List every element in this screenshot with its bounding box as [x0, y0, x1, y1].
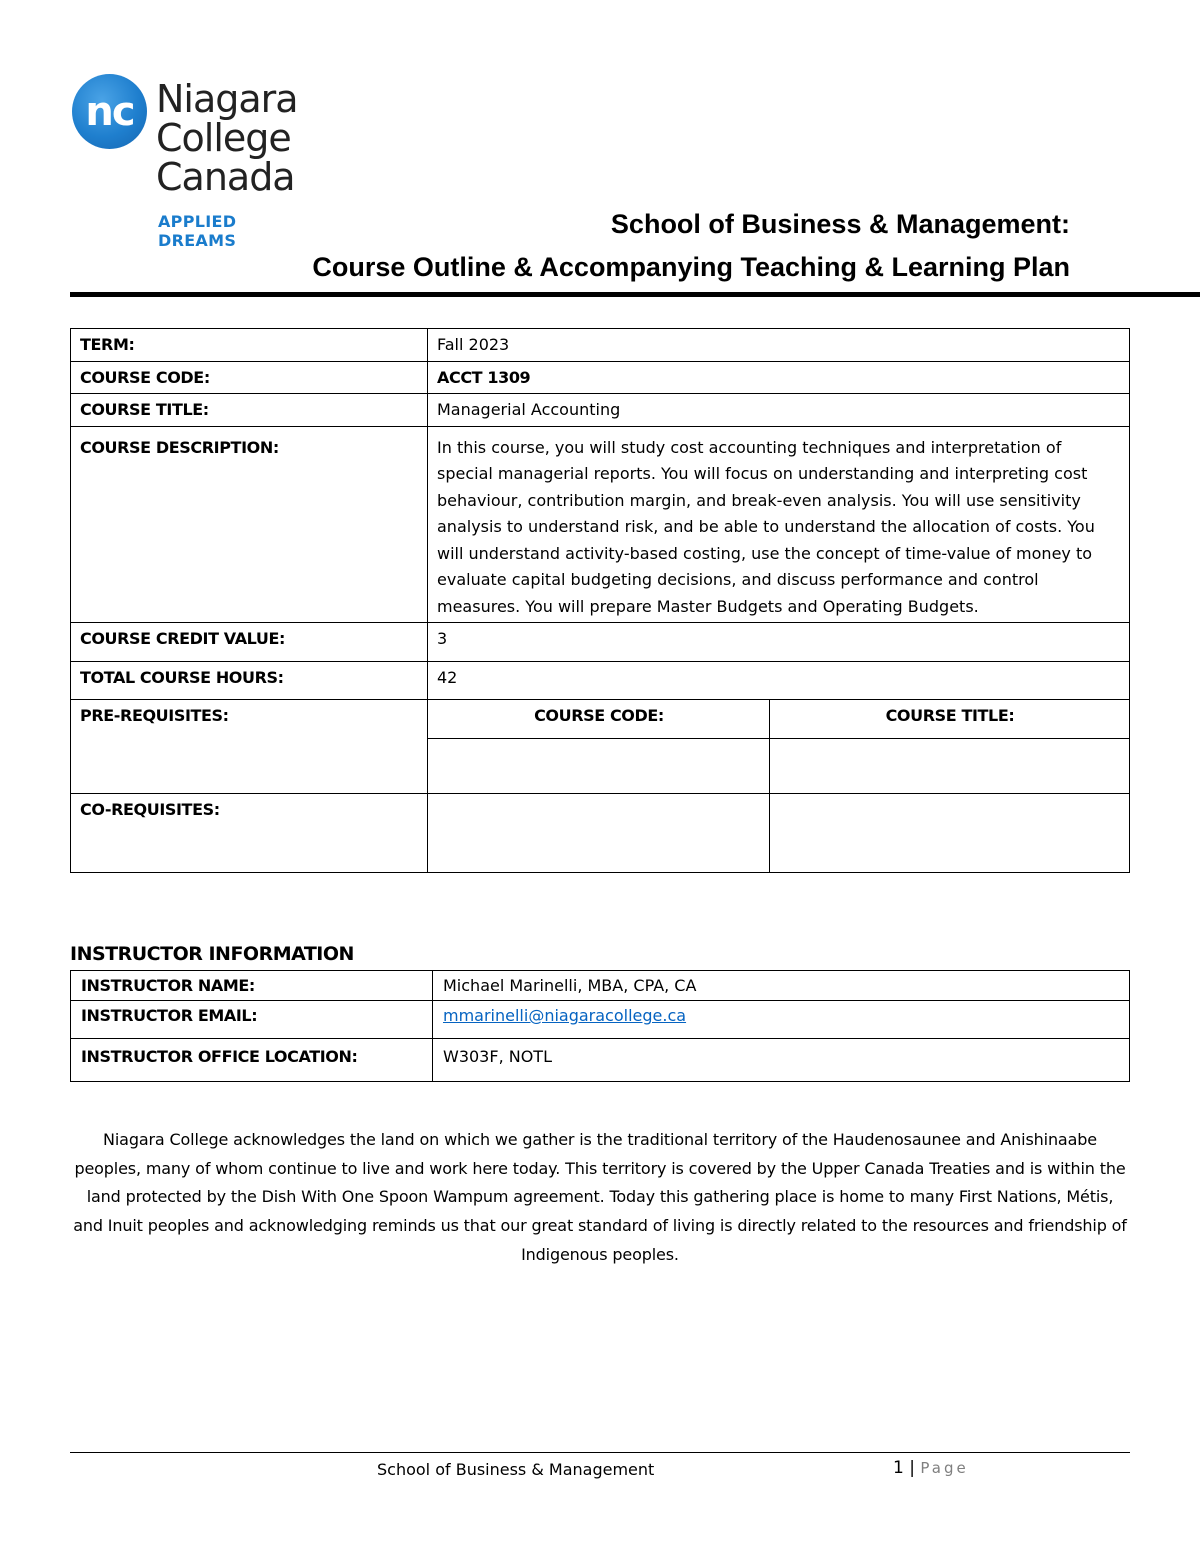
outline-title: Course Outline & Accompanying Teaching & Learning Plan: [312, 252, 1070, 282]
corequisites-label: CO-REQUISITES:: [71, 794, 428, 873]
table-row: [71, 971, 1130, 1001]
coreq-title-cell: [770, 794, 1130, 873]
course-code-label: COURSE CODE:: [71, 361, 428, 394]
table-row: [71, 700, 1130, 739]
land-acknowledgement: Niagara College acknowledges the land on which we gather is the traditional territory of the Haudenosaunee and Anishinaabe peoples, many of whom continue to live and work here today. This territory is covered by the Upper Canada Treaties and is within the land protected by the Dish With One Spoon Wampum agreement. Today this gathering place is home to many First Nations, Métis, and Inuit peoples and acknowledging reminds us that our great standard of living is directly related to the resources and friendship of Indigenous peoples.: [73, 1130, 1127, 1264]
instructor-info-heading: INSTRUCTOR INFORMATION: [70, 943, 354, 965]
logo-wordmark: [156, 77, 298, 199]
course-info-table: [70, 328, 1130, 873]
instructor-email-label: INSTRUCTOR EMAIL:: [71, 1001, 433, 1039]
footer-page-indicator: [893, 1458, 969, 1478]
term-label: TERM:: [71, 329, 428, 362]
table-row: [71, 1001, 1130, 1039]
table-row: [71, 794, 1130, 873]
course-description-value: In this course, you will study cost accounting techniques and interpretation of special managerial reports. You will focus on understanding and interpreting cost behaviour, contribution margin, and break-even analysis. You will use sensitivity analysis to understand risk, and be able to understand the allocation of costs. You will understand activity-based costing, use the concept of time-value of money to evaluate capital budgeting decisions, and discuss performance and control measures. You will prepare Master Budgets and Operating Budgets.: [428, 426, 1130, 623]
credit-value: 3: [428, 623, 1130, 662]
footer-school-name: School of Business & Management: [377, 1460, 655, 1479]
instructor-info-table: [70, 970, 1130, 1082]
total-hours-value: 42: [428, 661, 1130, 700]
credit-value-label: COURSE CREDIT VALUE:: [71, 623, 428, 662]
nc-logo-mark: nc: [72, 74, 147, 149]
total-hours-label: TOTAL COURSE HOURS:: [71, 661, 428, 700]
course-title-value: Managerial Accounting: [428, 394, 1130, 427]
instructor-email-cell: [433, 1001, 1130, 1039]
footer-divider: [70, 1452, 1130, 1453]
page-number: 1: [893, 1458, 904, 1478]
table-row: [71, 426, 1130, 623]
course-description-label: COURSE DESCRIPTION:: [71, 426, 428, 623]
prereq-title-header: COURSE TITLE:: [770, 700, 1130, 739]
prerequisites-label: PRE-REQUISITES:: [71, 700, 428, 794]
prereq-code-cell: [428, 739, 770, 794]
table-row: [71, 661, 1130, 700]
table-row: [71, 394, 1130, 427]
table-row: [71, 361, 1130, 394]
page-label: Page: [920, 1459, 969, 1477]
table-row: [71, 1039, 1130, 1082]
logo-line-1: Niagara: [156, 77, 298, 121]
course-code-value: ACCT 1309: [428, 361, 1130, 394]
prereq-title-cell: [770, 739, 1130, 794]
logo-line-3: Canada: [156, 155, 295, 199]
school-title: School of Business & Management:: [610, 209, 1070, 239]
term-value: Fall 2023: [428, 329, 1130, 362]
instructor-name-value: Michael Marinelli, MBA, CPA, CA: [433, 971, 1130, 1001]
course-title-label: COURSE TITLE:: [71, 394, 428, 427]
prereq-code-header: COURSE CODE:: [428, 700, 770, 739]
office-location-label: INSTRUCTOR OFFICE LOCATION:: [71, 1039, 433, 1082]
instructor-name-label: INSTRUCTOR NAME:: [71, 971, 433, 1001]
logo-line-2: College: [156, 116, 291, 160]
logo-tagline: APPLIED DREAMS: [158, 212, 237, 250]
table-row: [71, 623, 1130, 662]
table-row: [71, 329, 1130, 362]
coreq-code-cell: [428, 794, 770, 873]
header-divider: [70, 292, 1200, 297]
instructor-email-link[interactable]: mmarinelli@niagaracollege.ca: [443, 1006, 687, 1025]
college-logo: [70, 72, 320, 250]
page-separator: |: [909, 1458, 915, 1478]
office-location-value: W303F, NOTL: [433, 1039, 1130, 1082]
